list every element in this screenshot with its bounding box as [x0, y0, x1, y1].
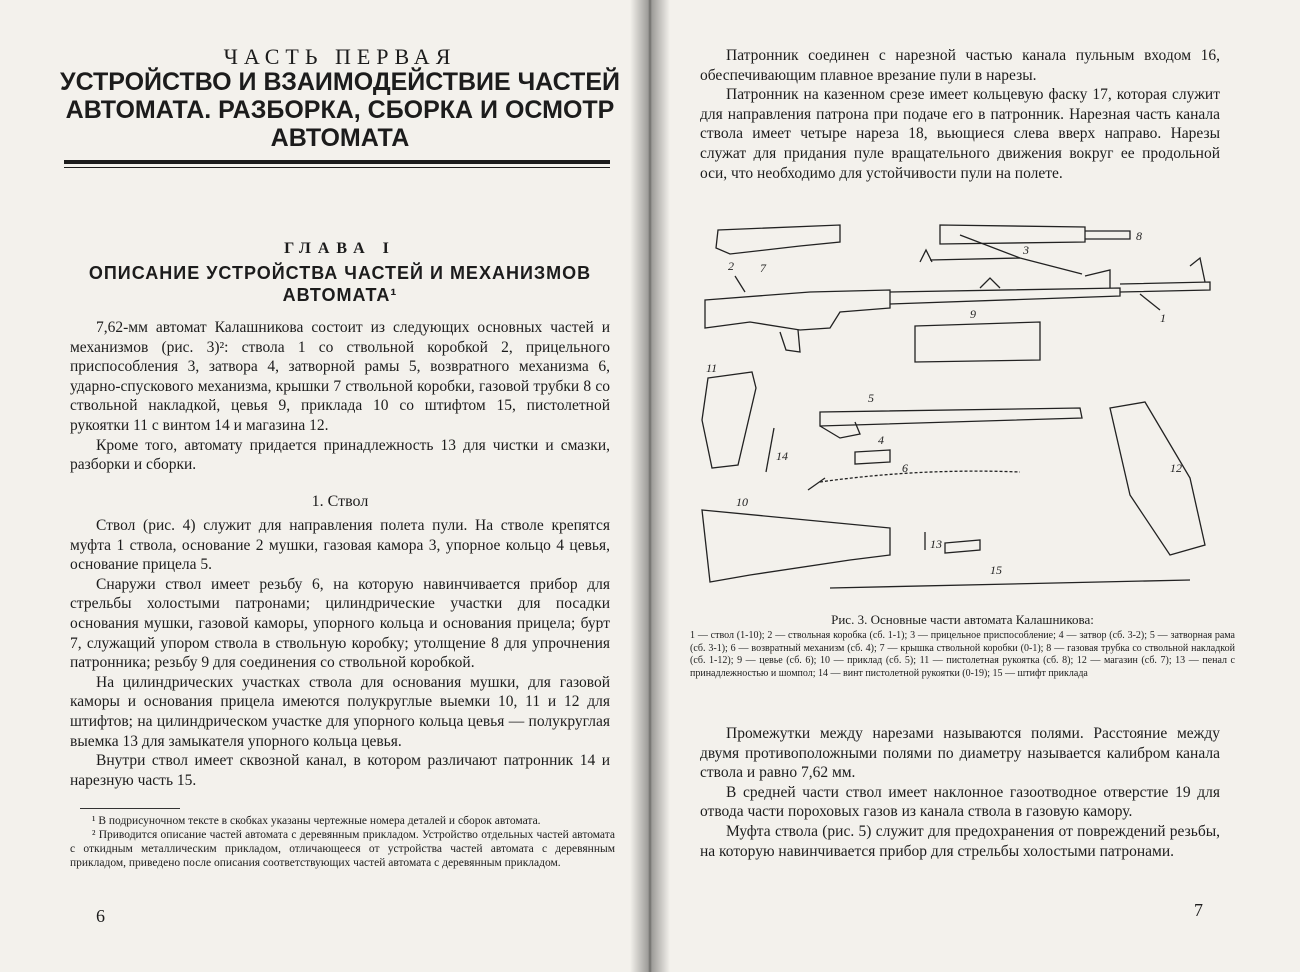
rifle-assembly-drawing [705, 290, 890, 330]
paragraph: Внутри ствол имеет сквозной канал, в котором различают патронник 14 и нарезную часть 15. [70, 752, 610, 789]
footnotes [70, 814, 615, 870]
footnote: ² Приводится описание частей автомата с деревянным прикладом. Устройство отдельных частей автомата с откидным металлическим прикладом, отличающееся от устройства частей автомата с деревянным прикладом, приведено после описания соответствующих частей автомата с деревянным прикладом. [70, 829, 615, 869]
top-text [700, 46, 1220, 183]
figure-label: 1 [1160, 311, 1166, 325]
recoil-spring-drawing [820, 471, 1020, 482]
figure-label: 12 [1170, 461, 1182, 475]
part-label: ЧАСТЬ ПЕРВАЯ [223, 44, 457, 69]
part-title-line: УСТРОЙСТВО И ВЗАИМОДЕЙСТВИЕ ЧАСТЕЙ [60, 68, 620, 96]
grip-screw-drawing [766, 428, 774, 472]
figure-label: 4 [878, 433, 884, 447]
figure-label: 7 [760, 261, 766, 275]
bolt-drawing [855, 450, 890, 464]
part-title [60, 68, 620, 152]
page-number: 6 [96, 906, 105, 926]
figure-label: 14 [776, 449, 788, 463]
figure-label: 15 [990, 563, 1002, 577]
figure-label: 5 [868, 391, 874, 405]
cleaning-kit-drawing [945, 540, 980, 553]
figure-caption-body: 1 — ствол (1-10); 2 — ствольная коробка (сб. 1-1); 3 — прицельное приспособление; 4 — затвор (сб. 3-2); 5 — затворная рама (сб. 3-1); 6 — возвратный механизм (сб. 4); 7 — крышка ствольной коробки (0-1); 8 — газовая трубка со ствольной накладкой (сб. 1-12); 9 — цевье (сб. 6); 10 — приклад (сб. 5); 11 — пистолетная рукоятка (сб. 8); 12 — магазин (сб. 7); 13 — пенал с принадлежностью и шомпол; 14 — винт пистолетной рукоятки (0-19); 15 — штифт приклада [690, 630, 1235, 679]
chapter-title-line: ОПИСАНИЕ УСТРОЙСТВА ЧАСТЕЙ И МЕХАНИЗМОВ [88, 263, 592, 283]
section-title: 1. Ствол [311, 493, 369, 510]
figure-label: 8 [1136, 229, 1142, 243]
bottom-text [700, 724, 1220, 861]
intro-text [70, 318, 610, 475]
bolt-carrier-drawing [820, 408, 1082, 426]
pistol-grip-drawing [702, 372, 756, 468]
footnote: ¹ В подрисуночном тексте в скобках указаны чертежные номера деталей и сборок автомата. [92, 815, 541, 827]
figure-label: 13 [930, 537, 942, 551]
part-title-line: АВТОМАТА. РАЗБОРКА, СБОРКА И ОСМОТР [65, 96, 615, 124]
magazine-drawing [1110, 402, 1205, 555]
figure-caption-title: Рис. 3. Основные части автомата Калашникова: [831, 612, 1094, 627]
chapter-label: ГЛАВА I [284, 240, 396, 257]
paragraph: 7,62-мм автомат Калашникова состоит из следующих основных частей и механизмов (рис. 3)²: ствола 1 со ствольной коробкой 2, прицельного приспособления 3, затвора 4, затворной рамы 5, возвратного механизма 6, ударно-спускового механизма, крышки 7 ствольной коробки, газовой трубки 8 со ствольной накладкой, цевья 9, приклада 10 со штифтом 15, пистолетной рукоятки 11 с винтом 14 и магазина 12. [70, 319, 610, 434]
gas-tube-drawing [940, 225, 1085, 244]
handguard-drawing [915, 322, 1040, 362]
paragraph: Промежутки между нарезами называются полями. Расстояние между двумя противоположными полями по диаметру называется калибром канала ствола и равно 7,62 мм. [700, 725, 1220, 782]
paragraph: Снаружи ствол имеет резьбу 6, на которую навинчивается прибор для стрельбы холостыми патронами; цилиндрические участки для посадки основания мушки, газовой каморы, упорного кольца и основания прицела; бурт 7, служащий упором ствола в ствольную коробку; утолщение 8 для упрочнения патронника; резьбу 9 для соединения со ствольной коробкой. [70, 575, 610, 672]
cleaning-rod-drawing [830, 580, 1190, 588]
figure-label: 10 [736, 495, 748, 509]
title-rule-thin [64, 167, 610, 168]
chapter-title [60, 262, 620, 306]
paragraph: На цилиндрических участках ствола для основания мушки, для газовой каморы и основания прицела имеются полукруглые выемки 10, 11 и 12 для штифтов; на цилиндрическом участке для упорного кольца цевья — полукруглая выемка 13 для замыкателя упорного кольца цевья. [70, 673, 610, 750]
chapter-title-line: АВТОМАТА¹ [282, 285, 398, 305]
paragraph: Патронник соединен с нарезной частью канала пульным входом 16, обеспечивающим плавное врезание пули в нарезы. [700, 47, 1220, 84]
paragraph: Патронник на казенном срезе имеет кольцевую фаску 17, которая служит для направления патрона при подаче его в патронник. Нарезная часть канала ствола имеет четыре нареза 18, вьющиеся слева вверх направо. Нарезы служат для придания пуле вращательного движения вокруг ее продольной оси, что необходимо для устойчивости пули на полете. [700, 86, 1220, 182]
receiver-cover-drawing [716, 225, 840, 254]
paragraph: Ствол (рис. 4) служит для направления полета пули. На стволе крепятся муфта 1 ствола, основание 2 мушки, газовая камора 3, упорное кольцо 4 цевья, основание прицела 5. [70, 517, 610, 574]
paragraph: Кроме того, автомату придается принадлежность 13 для чистки и смазки, разборки и сборки. [70, 436, 610, 474]
left-page [0, 0, 640, 972]
paragraph: Муфта ствола (рис. 5) служит для предохранения от повреждений резьбы, на которую навинчивается прибор для стрельбы холостыми патронами. [700, 822, 1220, 860]
right-page [660, 0, 1300, 972]
section-text [70, 516, 610, 790]
title-rule-thick [64, 160, 610, 164]
rifle-parts-figure [690, 210, 1235, 610]
paragraph: В средней части ствол имеет наклонное газоотводное отверстие 19 для отвода части пороховых газов из канала ствола в газовую камору. [700, 783, 1220, 821]
figure-label: 11 [706, 361, 718, 375]
figure-label: 6 [902, 461, 908, 475]
figure-label: 9 [970, 307, 976, 321]
part-title-line: АВТОМАТА [270, 124, 410, 152]
figure-label: 2 [728, 259, 734, 273]
page-number: 7 [1194, 900, 1203, 920]
footnote-rule [80, 808, 180, 809]
stock-drawing [702, 510, 890, 582]
figure-label: 3 [1023, 243, 1029, 257]
